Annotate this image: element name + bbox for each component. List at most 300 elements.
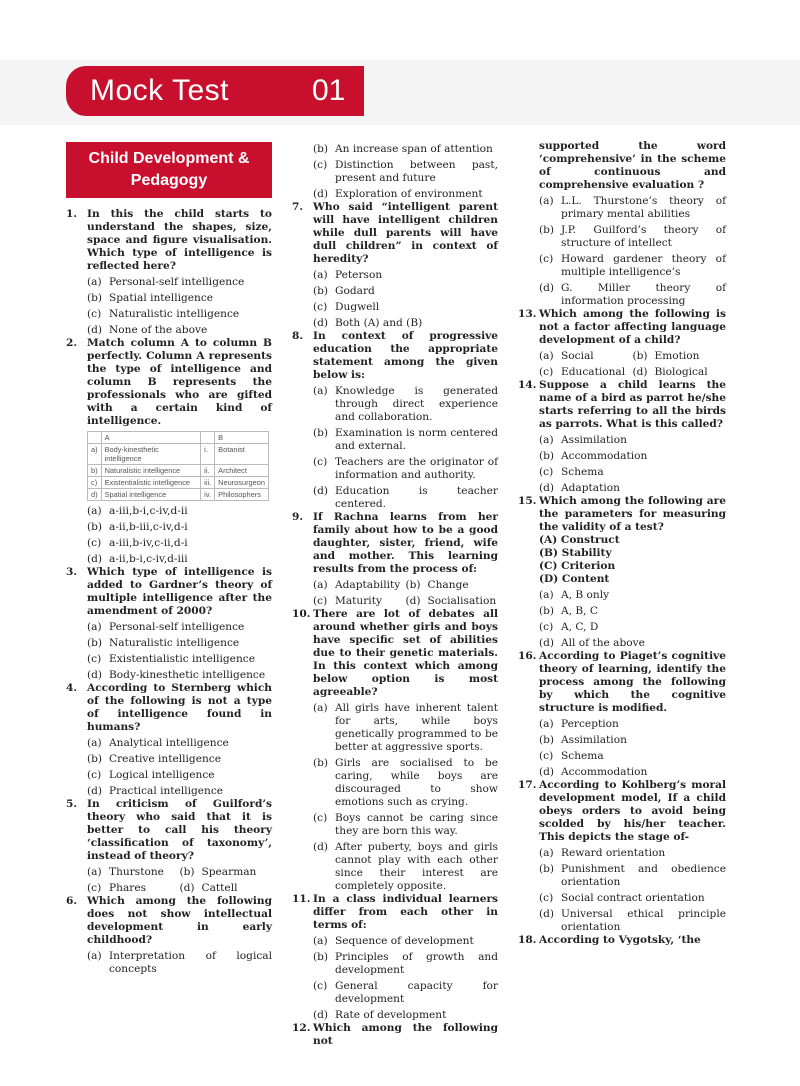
option-letter: (c) [539,366,554,378]
option-text: Education is teacher centered. [335,485,498,510]
option-letter: (b) [313,143,329,155]
question-number: 2. [66,337,78,349]
option-text: Universal ethical principle orientation [561,908,726,933]
option-letter: (c) [313,980,328,992]
option-letter: (d) [539,282,555,294]
option-text: Personal-self intelligence [109,276,245,288]
answer-option [539,350,633,363]
option-letter: (c) [539,253,554,265]
option-text: Principles of growth and development [335,951,498,976]
question-number: 12. [292,1022,311,1034]
option-text: L.L. Thurstone’s theory of primary mental abilities [561,195,726,220]
option-letter: (a) [313,935,328,947]
answer-option [539,863,726,889]
option-letter: (d) [405,595,421,607]
question-block [66,798,272,895]
option-text: Punishment and obedience orientation [561,863,726,888]
table-header-cell [88,432,102,444]
answer-option [539,466,726,479]
option-text: A, B, C [561,605,599,617]
table-cell: iv. [201,489,215,501]
answer-option [87,950,272,976]
option-letter: (d) [87,785,103,797]
option-text: Girls are socialised to be caring, while boys are discouraged to show emotions such as crying. [335,757,498,808]
option-letter: (b) [632,350,648,362]
option-letter: (b) [87,753,103,765]
table-cell: d) [88,489,102,501]
option-letter: (a) [87,621,102,633]
answer-option [87,505,272,518]
question-number: 9. [292,511,304,523]
question-text: In context of progressive education the appropriate statement among the given below is: [313,330,498,381]
answer-option [539,718,726,731]
option-letter: (a) [539,589,554,601]
question [292,608,498,699]
option-text: a-ii,b-iii,c-iv,d-i [109,521,188,533]
question-block [518,650,726,779]
answer-option [313,841,498,893]
option-letter: (c) [87,882,102,894]
table-cell: Botanist [215,444,269,465]
answer-option [539,908,726,934]
question-text: According to Piaget’s cognitive theory of learning, identify the process among the following by which the cognitive structure is modified. [539,650,726,714]
question-text: Suppose a child learns the name of a bird as parrot he/she starts referring to all the birds as parrots. What is this called? [539,379,726,430]
question-number: 10. [292,608,311,620]
answer-option [313,595,406,608]
option-text: A, B only [561,589,610,601]
question-block [518,308,726,379]
question [518,308,726,347]
answer-option [539,253,726,279]
answer-option [87,621,272,634]
option-letter: (c) [313,456,328,468]
option-text: Assimilation [561,734,627,746]
option-text: Distinction between past, present and future [335,159,498,184]
option-letter: (a) [313,385,328,397]
option-letter: (a) [539,350,554,362]
option-letter: (d) [179,882,195,894]
answer-option [539,750,726,763]
answer-option-pair [313,579,498,592]
answer-option [313,301,498,314]
option-text: Schema [561,466,604,478]
question-block [518,379,726,495]
table-cell: Philosophers [215,489,269,501]
question [518,379,726,431]
option-text: a-ii,b-i,c-iv,d-iii [109,553,188,565]
answer-option [539,637,726,650]
continued-question-text: supported the word [539,140,726,152]
answer-option [87,753,272,766]
question-number: 16. [518,650,537,662]
table-row [88,489,269,501]
option-letter: (b) [539,605,555,617]
option-text: Thurstone [109,866,164,878]
column-1 [66,140,272,976]
option-letter: (d) [313,841,329,853]
option-letter: (d) [313,1009,329,1021]
answer-option [313,285,498,298]
question [518,934,726,947]
answer-option [406,579,499,592]
question-text: According to Kohlberg’s moral development model, If a child obeys orders to avoid being scolded by his/her teacher. This depicts the stage of- [539,779,726,843]
option-text: Both (A) and (B) [335,317,423,329]
question-text: There are lot of debates all around whether girls and boys have specific set of abilities due to their genetic materials. In this context which among below option is most agreeable? [313,608,498,698]
option-text: Spearman [201,866,257,878]
option-letter: (a) [87,505,102,517]
option-letter: (c) [313,595,328,607]
option-text: Reward orientation [561,847,666,859]
option-letter: (b) [313,951,329,963]
option-letter: (c) [87,769,102,781]
question-block [66,895,272,976]
option-text: Cattell [201,882,238,894]
answer-option [313,188,498,201]
answer-option [87,521,272,534]
question-block [66,566,272,682]
column-2 [292,140,498,1048]
option-text: Accommodation [561,766,648,778]
question-text: Which among the following does not show intellectual development in early childhood? [87,895,272,946]
option-letter: (d) [632,366,648,378]
option-text: Emotion [654,350,700,362]
answer-option-pair [539,366,726,379]
table-header-row [88,432,269,444]
answer-option [539,605,726,618]
answer-option [87,553,272,566]
option-letter: (b) [87,521,103,533]
option-text: Accommodation [561,450,648,462]
question-text: According to Vygotsky, ‘the [539,934,701,946]
question-item: (B) Stability [539,547,612,559]
question [292,511,498,576]
option-text: An increase span of attention [335,143,493,155]
match-table [87,431,269,501]
option-text: Practical intelligence [109,785,224,797]
question-text: In a class individual learners differ from each other in terms of: [313,893,498,931]
option-text: Howard gardener theory of multiple intelligence’s [561,253,726,278]
answer-option [633,350,727,363]
option-text: a-iii,b-iv,c-ii,d-i [109,537,188,549]
table-cell: Spatial intelligence [101,489,201,501]
answer-option [87,308,272,321]
question-block [66,208,272,337]
option-letter: (b) [313,757,329,769]
answer-option [313,143,498,156]
answer-option-pair [87,882,272,895]
table-cell: Existentialistic intelligence [101,477,201,489]
table-cell: ii. [201,465,215,477]
option-letter: (a) [87,276,102,288]
question-block [66,337,272,566]
option-text: Existentialistic intelligence [109,653,255,665]
option-letter: (b) [87,292,103,304]
table-cell: b) [88,465,102,477]
option-letter: (a) [87,866,102,878]
question-text: Which among the following not [313,1022,498,1047]
option-letter: (c) [313,812,328,824]
table-cell: Naturalistic intelligence [101,465,201,477]
table-cell: i. [201,444,215,465]
question [518,495,726,534]
answer-option [180,882,273,895]
option-text: Examination is norm centered and external. [335,427,498,452]
table-header-cell: B [215,432,269,444]
option-letter: (b) [87,637,103,649]
option-text: Social [561,350,594,362]
option-text: Logical intelligence [109,769,215,781]
question-block [292,511,498,608]
question-number: 13. [518,308,537,320]
option-letter: (c) [539,466,554,478]
option-letter: (a) [87,950,102,962]
option-letter: (a) [539,718,554,730]
option-letter: (b) [179,866,195,878]
question-item: (A) Construct [539,534,620,546]
answer-option-pair [313,595,498,608]
option-text: None of the above [109,324,208,336]
option-letter: (a) [539,847,554,859]
question-text: In criticism of Guilford’s theory who said that it is better to call his theory ‘classification of taxonomy’, instead of theory? [87,798,272,862]
answer-option [87,737,272,750]
question-number: 8. [292,330,304,342]
option-text: Rate of development [335,1009,447,1021]
answer-option [539,766,726,779]
answer-option [539,621,726,634]
option-letter: (a) [313,702,328,714]
question-block [66,682,272,798]
option-text: Change [427,579,469,591]
question-number: 17. [518,779,537,791]
table-cell: Neurosurgeon [215,477,269,489]
option-letter: (b) [539,863,555,875]
table-cell: a) [88,444,102,465]
answer-option [539,366,633,379]
answer-option [539,434,726,447]
question-block [292,1022,498,1048]
option-text: Interpretation of logical concepts [109,950,272,975]
option-text: Perception [561,718,619,730]
option-text: Spatial intelligence [109,292,214,304]
question-number: 5. [66,798,78,810]
question-text: According to Sternberg which of the following is not a type of intelligence found in humans? [87,682,272,733]
option-text: Personal-self intelligence [109,621,245,633]
answer-option [313,757,498,809]
option-text: Exploration of environment [335,188,483,200]
answer-option [87,537,272,550]
question-number: 4. [66,682,78,694]
answer-option [87,324,272,337]
question-item: (C) Criterion [539,560,616,572]
option-letter: (b) [539,734,555,746]
question-block [292,330,498,511]
option-letter: (b) [539,224,555,236]
question-text: If Rachna learns from her family about how to be a good daughter, sister, friend, wife and mother. This learning results from the process of: [313,511,498,575]
option-text: A, C, D [561,621,599,633]
option-letter: (a) [539,434,554,446]
column-3 [518,140,726,947]
answer-option [313,702,498,754]
question-text: Match column A to column B perfectly. Column A represents the type of intelligence and column B represents the professionals who are gifted with a certain kind of intelligence. [87,337,272,427]
table-header-cell: A [101,432,201,444]
option-text: General capacity for development [335,980,498,1005]
question [66,566,272,618]
question [66,208,272,273]
question-text: Which among the following are the parameters for measuring the validity of a test? [539,495,726,533]
answer-option [313,385,498,424]
option-letter: (a) [313,269,328,281]
option-letter: (d) [313,485,329,497]
question-block [292,201,498,330]
continued-question-text: ‘comprehensive’ in the scheme of continuous and comprehensive evaluation ? [539,153,726,191]
option-text: Adaptation [561,482,620,494]
option-text: Knowledge is generated through direct experience and collaboration. [335,385,498,423]
option-letter: (d) [313,317,329,329]
question [292,201,498,266]
option-text: Biological [654,366,708,378]
option-letter: (c) [87,537,102,549]
table-cell: Architect [215,465,269,477]
section-title: Child Development & Pedagogy [66,142,272,198]
answer-option [87,653,272,666]
option-text: G. Miller theory of information processing [561,282,726,307]
option-text: Social contract orientation [561,892,705,904]
option-text: a-iii,b-i,c-iv,d-ii [109,505,188,517]
option-letter: (d) [539,482,555,494]
answer-option [313,980,498,1006]
option-text: Boys cannot be caring since they are born this way. [335,812,498,837]
question [292,330,498,382]
table-row [88,465,269,477]
option-letter: (b) [539,450,555,462]
option-text: Schema [561,750,604,762]
answer-option [313,456,498,482]
answer-option [539,734,726,747]
question-number: 1. [66,208,78,220]
option-letter: (c) [87,308,102,320]
table-row [88,444,269,465]
question [66,682,272,734]
option-letter: (c) [539,892,554,904]
answer-option [87,637,272,650]
option-letter: (a) [313,579,328,591]
option-letter: (d) [87,324,103,336]
answer-option [313,317,498,330]
answer-option [87,276,272,289]
option-letter: (d) [313,188,329,200]
option-text: All of the above [561,637,645,649]
answer-option [313,812,498,838]
answer-option [539,482,726,495]
answer-option [87,669,272,682]
option-text: Body-kinesthetic intelligence [109,669,266,681]
question-number: 14. [518,379,537,391]
answer-option [539,847,726,860]
page-title: Mock Test [90,74,229,107]
option-text: Socialisation [427,595,497,607]
answer-option [313,159,498,185]
option-letter: (b) [313,285,329,297]
question-number: 7. [292,201,304,213]
answer-option [633,366,727,379]
answer-option [180,866,273,879]
question-block [518,934,726,947]
option-text: Peterson [335,269,383,281]
option-text: Assimilation [561,434,627,446]
question [292,893,498,932]
option-text: Teachers are the originator of information and authority. [335,456,498,481]
option-text: J.P. Guilford’s theory of structure of intellect [561,224,726,249]
option-text: Dugwell [335,301,380,313]
table-cell: c) [88,477,102,489]
option-text: Godard [335,285,375,297]
option-letter: (b) [405,579,421,591]
question [66,798,272,863]
answer-option-pair [87,866,272,879]
option-letter: (d) [539,766,555,778]
question-block [292,608,498,893]
answer-option [539,450,726,463]
answer-option [87,882,180,895]
question [66,895,272,947]
answer-option [87,785,272,798]
option-text: After puberty, boys and girls cannot play with each other since their interest are completely opposite. [335,841,498,892]
answer-option [539,282,726,308]
answer-option-pair [539,350,726,363]
option-letter: (d) [87,553,103,565]
option-letter: (c) [313,159,328,171]
option-letter: (c) [313,301,328,313]
question [518,650,726,715]
option-text: Analytical intelligence [109,737,229,749]
answer-option [87,769,272,782]
question-text: Which among the following is not a factor affecting language development of a child? [539,308,726,346]
table-cell: Body-kinesthetic intelligence [101,444,201,465]
option-text: Sequence of development [335,935,474,947]
question [292,1022,498,1048]
question-item: (D) Content [539,573,610,585]
table-row [88,477,269,489]
option-letter: (c) [539,621,554,633]
option-letter: (d) [539,637,555,649]
option-text: All girls have inherent talent for arts, while boys genetically programmed to be better at aggressive sports. [335,702,498,753]
question-text: Which type of intelligence is added to Gardner’s theory of multiple intelligence after the amendment of 2000? [87,566,272,617]
answer-option [539,224,726,250]
question [66,337,272,428]
option-letter: (d) [539,908,555,920]
answer-option [313,427,498,453]
option-letter: (a) [87,737,102,749]
answer-option [539,589,726,602]
option-text: Creative intelligence [109,753,221,765]
answer-option [87,292,272,305]
table-header-cell [201,432,215,444]
table-cell: iii. [201,477,215,489]
answer-option [313,579,406,592]
option-text: Naturalistic intelligence [109,308,240,320]
answer-option [539,195,726,221]
option-text: Phares [109,882,147,894]
option-letter: (c) [539,750,554,762]
answer-option [313,269,498,282]
question-number: 18. [518,934,537,946]
option-text: Naturalistic intelligence [109,637,240,649]
answer-option [313,951,498,977]
question-number: 11. [292,893,311,905]
question [518,779,726,844]
question-block [292,893,498,1022]
question-number: 15. [518,495,537,507]
